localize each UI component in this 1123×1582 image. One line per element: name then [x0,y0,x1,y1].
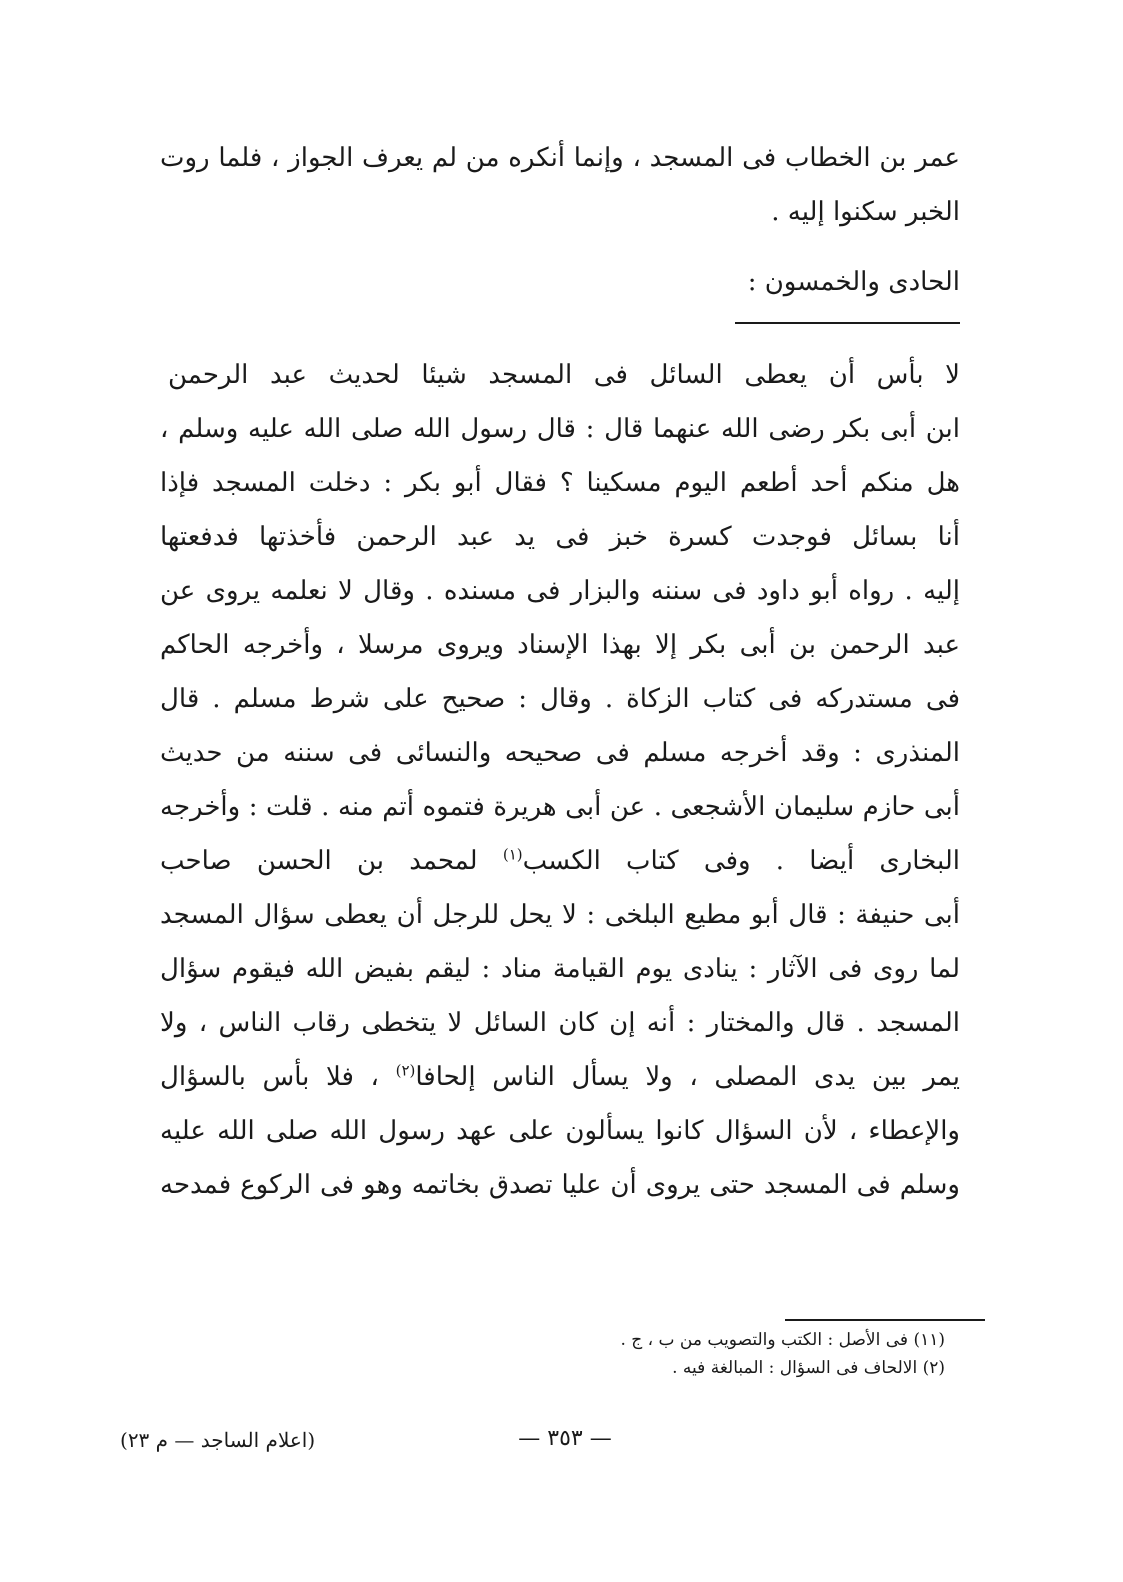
footnote: (١١) فى الأصل : الكتب والتصويب من ب ، ج . [620,1330,945,1350]
text-line: ابن أبى بكر رضى الله عنهما قال : قال رسول الله صلى الله عليه وسلم ، [160,414,960,444]
signature-mark: (اعلام الساجد — م ٢٣) [120,1428,316,1452]
page-number: — ٣٥٣ — [518,1426,612,1451]
text-segment: ، فلا بأس بالسؤال [160,1062,396,1092]
text-line: المسجد . قال والمختار : أنه إن كان السائل لا يتخطى رقاب الناس ، ولا [160,1008,960,1038]
footnote: (٢) الالحاف فى السؤال : المبالغة فيه . [672,1358,945,1378]
text-line-with-footnote [160,841,960,881]
text-segment: لمحمد بن الحسن صاحب [160,846,503,876]
text-line: عبد الرحمن بن أبى بكر إلا بهذا الإسناد ويروى مرسلا ، وأخرجه الحاكم [160,630,960,660]
text-line: عمر بن الخطاب فى المسجد ، وإنما أنكره من لم يعرف الجواز ، فلما روت [160,143,960,173]
heading-underline [735,322,960,324]
text-line: إليه . رواه أبو داود فى سننه والبزار فى مسنده . وقال لا نعلمه يروى عن [160,576,960,606]
text-line: وسلم فى المسجد حتى يروى أن عليا تصدق بخاتمه وهو فى الركوع فمدحه [160,1170,960,1200]
text-line: أبى حنيفة : قال أبو مطيع البلخى : لا يحل للرجل أن يعطى سؤال المسجد [160,900,960,930]
text-line: والإعطاء ، لأن السؤال كانوا يسألون على عهد رسول الله صلى الله عليه [160,1116,960,1146]
text-line: هل منكم أحد أطعم اليوم مسكينا ؟ فقال أبو بكر : دخلت المسجد فإذا [160,468,960,498]
text-line: أنا بسائل فوجدت كسرة خبز فى يد عبد الرحمن فأخذتها فدفعتها [160,522,960,552]
text-line: المنذرى : وقد أخرجه مسلم فى صحيحه والنسائى فى سننه من حديث [160,738,960,768]
footnote-marker: (٢) [395,1061,416,1080]
section-heading: الحادى والخمسون : [747,267,960,297]
footnote-separator [785,1319,985,1321]
text-line: الخبر سكنوا إليه . [771,197,960,227]
text-line-with-footnote [160,1057,960,1097]
text-line: أبى حازم سليمان الأشجعى . عن أبى هريرة فتموه أتم منه . قلت : وأخرجه [160,792,960,822]
text-line: فى مستدركه فى كتاب الزكاة . وقال : صحيح على شرط مسلم . قال [160,684,960,714]
text-segment: يمر بين يدى المصلى ، ولا يسأل الناس إلحافا [415,1062,960,1092]
text-segment: البخارى أيضا . وفى كتاب الكسب [522,846,960,876]
text-line: لما روى فى الآثار : ينادى يوم القيامة مناد : ليقم بفيض الله فيقوم سؤال [160,954,960,984]
text-line: لا بأس أن يعطى السائل فى المسجد شيئا لحديث عبد الرحمن [168,360,960,390]
footnote-marker: (١) [502,845,523,864]
